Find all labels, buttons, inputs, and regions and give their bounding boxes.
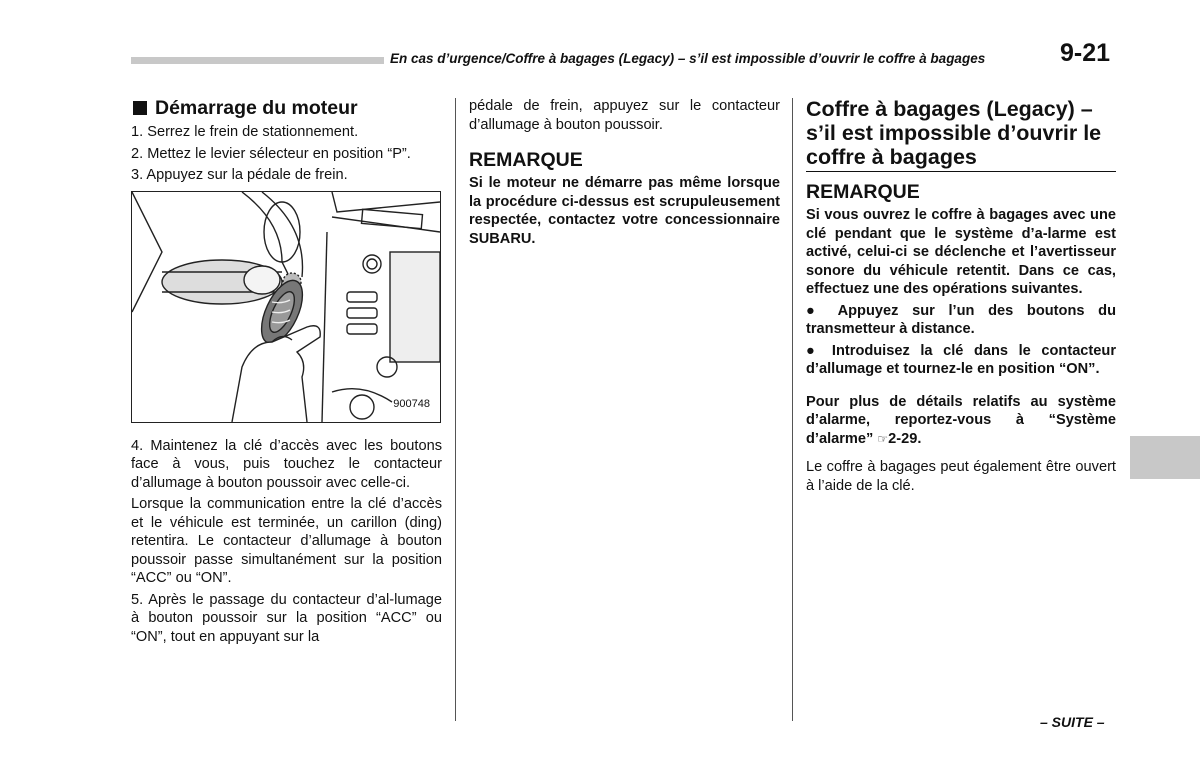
section-heading (131, 97, 442, 119)
step-3: 3. Appuyez sur la pédale de frein. (131, 167, 348, 183)
right-column (806, 97, 1116, 498)
communication-paragraph: Lorsque la communication entre la clé d’accès et le véhicule est terminée, un carillon (ding) retentira. Le contacteur d’allumage à bouton poussoir passe simultanément sur la position “ACC” ou “ON”. (131, 496, 442, 586)
square-bullet-icon (133, 101, 147, 115)
step-2: 2. Mettez le levier sélecteur en position “P”. (131, 145, 411, 162)
page-number: 9-21 (1060, 39, 1111, 67)
column-divider-right (792, 98, 793, 721)
continued-marker: – SUITE – (1040, 714, 1105, 730)
note-text: Si le moteur ne démarre pas même lorsque la procédure ci-dessus est scrupuleusement respectée, contactez votre concessionnaire SUBARU. (469, 175, 780, 247)
section-heading-text: Démarrage du moteur (155, 97, 358, 119)
reference-paragraph (806, 393, 1116, 449)
reference-page[interactable]: 2-29. (888, 430, 922, 447)
section-title: Coffre à bagages (Legacy) – s’il est impossible d’ouvrir le coffre à bagages (806, 97, 1116, 172)
step-1: 1. Serrez le frein de stationnement. (131, 124, 359, 140)
left-column (131, 97, 442, 649)
page-reference-icon: ☞ (877, 431, 889, 446)
running-header: En cas d’urgence/Coffre à bagages (Legacy) – s’il est impossible d’ouvrir le coffre à bagages (390, 51, 986, 66)
continuation-text: pédale de frein, appuyez sur le contacteur d’allumage à bouton poussoir. (469, 98, 780, 133)
column-divider-left (455, 98, 456, 721)
chapter-thumb-tab (1130, 436, 1200, 479)
note-text: Si vous ouvrez le coffre à bagages avec une clé pendant que le système d’a-larme est activé, celui-ci se déclenche et l’avertisseur sonore du véhicule retentit. Dans ce cas, effectuez une des opérations suivantes. (806, 207, 1116, 297)
note-heading: REMARQUE (806, 181, 920, 203)
reference-text: Pour plus de détails relatifs au système d’alarme, reportez-vous à “Système d’alarme” (806, 393, 1116, 447)
final-paragraph: Le coffre à bagages peut également être ouvert à l’aide de la clé. (806, 459, 1116, 494)
bullet-item: ● Appuyez sur l’un des boutons du transmetteur à distance. (806, 302, 1116, 337)
header-rule (131, 57, 384, 64)
note-heading: REMARQUE (469, 149, 583, 171)
step-5: 5. Après le passage du contacteur d’al-lumage à bouton poussoir sur la position “ACC” ou “ON”, tout en appuyant sur la (131, 591, 442, 645)
step-4: 4. Maintenez la clé d’accès avec les boutons face à vous, puis touchez le contacteur d’allumage à bouton poussoir avec celle-ci. (131, 437, 442, 491)
illustration-figure (131, 191, 441, 423)
figure-code: 900748 (393, 398, 430, 410)
bullet-item: ● Introduisez la clé dans le contacteur d’allumage et tournez-le en position “ON”. (806, 342, 1116, 377)
push-button-start-illustration (132, 192, 440, 422)
middle-column (469, 97, 780, 251)
